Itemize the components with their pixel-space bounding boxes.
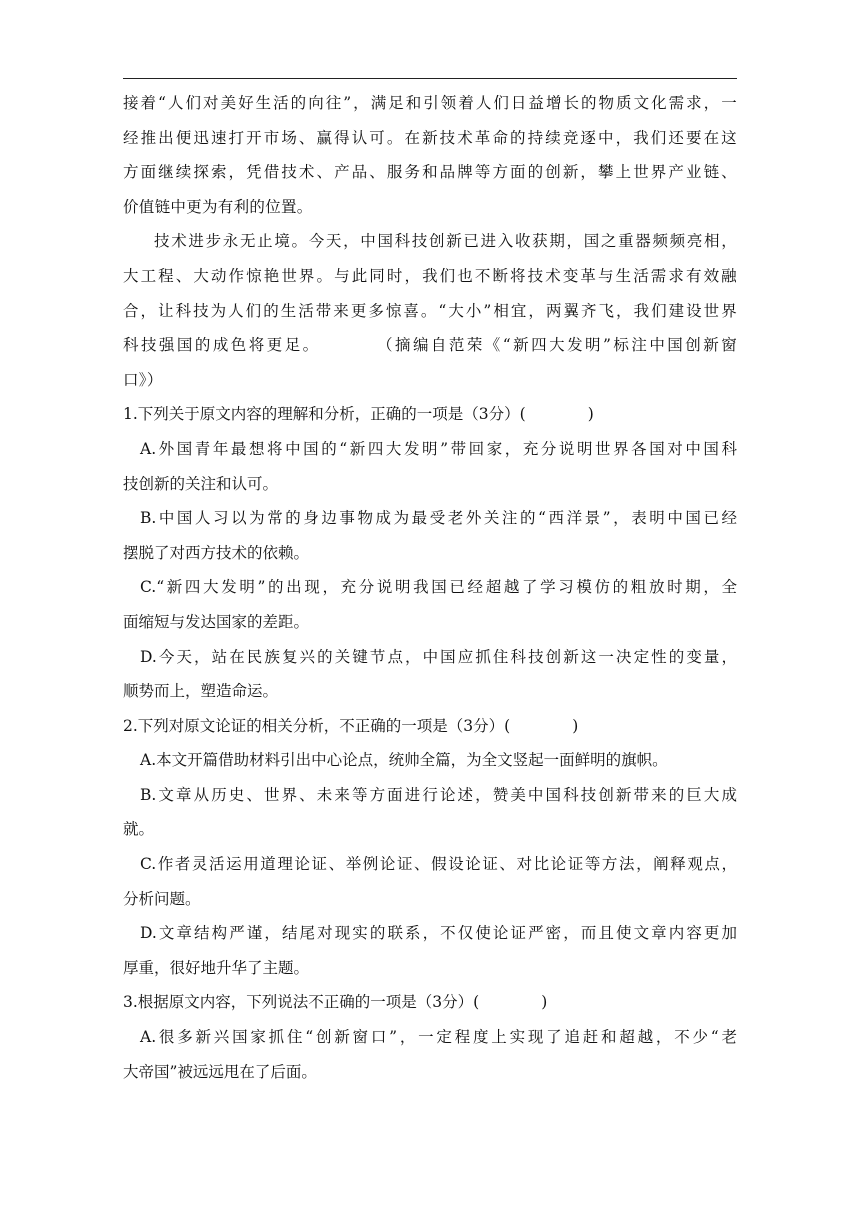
header-rule <box>123 78 737 79</box>
option-a: A.外国青年最想将中国的“新四大发明”带回家，充分说明世界各国对中国科 <box>140 439 737 458</box>
option-a: A.本文开篇借助材料引出中心论点，统帅全篇，为全文竖起一面鲜明的旗帜。 <box>140 751 668 770</box>
option-b: B.文章从历史、世界、未来等方面进行论述，赞美中国科技创新带来的巨大成 <box>140 785 737 804</box>
passage-line: 合，让科技为人们的生活带来更多惊喜。“大小”相宜，两翼齐飞，我们建设世界 <box>123 301 737 320</box>
question-2 <box>123 709 737 986</box>
option-c-cont: 分析问题。 <box>123 889 201 908</box>
question-stem: 1.下列关于原文内容的理解和分析，正确的一项是（3分）( ) <box>123 405 594 424</box>
option-a-cont: 技创新的关注和认可。 <box>123 474 279 493</box>
question-1 <box>123 397 737 708</box>
option-b-cont: 摆脱了对西方技术的依赖。 <box>123 543 310 562</box>
option-c-cont: 面缩短与发达国家的差距。 <box>123 612 310 631</box>
question-stem: 2.下列对原文论证的相关分析，不正确的一项是（3分）( ) <box>123 716 579 735</box>
option-a-cont: 大帝国”被远远甩在了后面。 <box>123 1062 317 1081</box>
option-d: D.今天，站在民族复兴的关键节点，中国应抓住科技创新这一决定性的变量， <box>140 647 737 666</box>
passage-line: 接着“人们对美好生活的向往”，满足和引领着人们日益增长的物质文化需求，一 <box>123 94 737 112</box>
option-a: A.很多新兴国家抓住“创新窗口”，一定程度上实现了追赶和超越，不少“老 <box>140 1028 737 1047</box>
option-c: C.“新四大发明”的出现，充分说明我国已经超越了学习模仿的粗放时期，全 <box>140 578 737 597</box>
option-d: D.文章结构严谨，结尾对现实的联系，不仅使论证严密，而且使文章内容更加 <box>140 924 737 943</box>
passage-line: 方面继续探索，凭借技术、产品、服务和品牌等方面的创新，攀上世界产业链、 <box>123 163 737 182</box>
option-c: C.作者灵活运用道理论证、举例论证、假设论证、对比论证等方法，阐释观点， <box>140 855 737 874</box>
option-b-cont: 就。 <box>123 820 155 839</box>
option-d-cont: 厚重，很好地升华了主题。 <box>123 958 310 977</box>
option-b: B.中国人习以为常的身边事物成为最受老外关注的“西洋景”，表明中国已经 <box>140 509 737 528</box>
question-stem: 3.根据原文内容，下列说法不正确的一项是（3分）( ) <box>123 993 548 1012</box>
question-3 <box>123 985 737 1089</box>
passage-line: 经推出便迅速打开市场、赢得认可。在新技术革命的持续竞逐中，我们还要在这 <box>123 128 737 147</box>
passage-line: 价值链中更为有利的位置。 <box>123 197 313 216</box>
passage <box>123 86 737 397</box>
document-content <box>123 86 737 1089</box>
passage-line: 技术进步永无止境。今天，中国科技创新已进入收获期，国之重器频频亮相， <box>154 232 737 251</box>
passage-line: 大工程、大动作惊艳世界。与此同时，我们也不断将技术变革与生活需求有效融 <box>123 266 737 285</box>
passage-line: 口》） <box>123 370 163 389</box>
option-d-cont: 顺势而上，塑造命运。 <box>123 682 279 701</box>
passage-line: 科技强国的成色将更足。 （摘编自范荣《“新四大发明”标注中国创新窗 <box>123 336 737 355</box>
